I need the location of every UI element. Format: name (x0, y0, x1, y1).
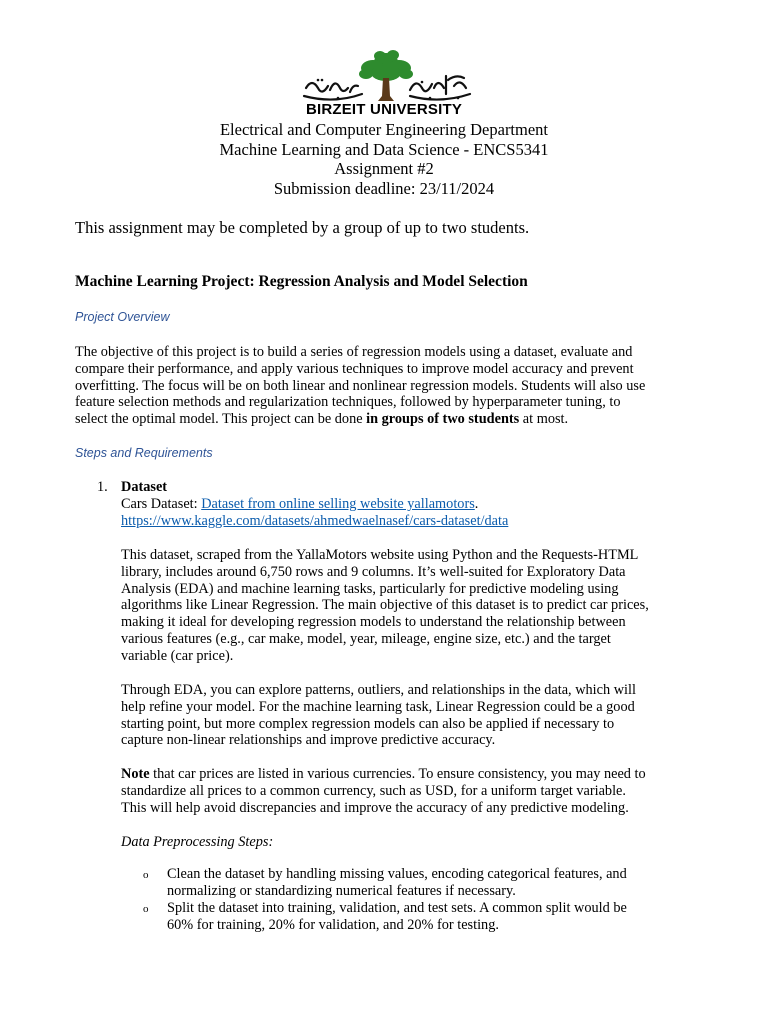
bullet-line: Split the dataset into training, validation, and test sets. A common split would be (167, 900, 627, 916)
description-line: algorithms like Linear Regression. The main objective of this dataset is to predict car prices, (121, 597, 649, 614)
intro-text: This assignment may be completed by a group of up to two students. (75, 218, 530, 237)
course-line: Machine Learning and Data Science - ENCS5341 (219, 139, 549, 159)
overview-last-bold: in groups of two students (366, 411, 520, 428)
description-line: various features (e.g., car make, model, year, mileage, engine size, etc.) and the target (121, 630, 611, 647)
project-overview-heading: Project Overview (75, 310, 170, 324)
dataset-description-paragraph (121, 547, 711, 665)
steps-heading: Steps and Requirements (75, 446, 213, 460)
description-line: variable (car price). (121, 647, 234, 664)
overview-line: compare their performance, and apply various techniques to improve model accuracy and prevent (75, 360, 634, 377)
bullet-marker: o (143, 869, 149, 881)
assignment-line: Assignment #2 (334, 159, 434, 178)
dataset-block (121, 479, 711, 529)
description-line: making it ideal for developing regression models to understand the relationship between (121, 614, 626, 631)
overview-last-prefix: select the optimal model. This project can be done (75, 411, 367, 428)
overview-line: overfitting. The focus will be on both linear and nonlinear regression models. Students will also use (75, 377, 646, 394)
eda-line: capture non-linear relationships and improve predictive accuracy. (121, 732, 496, 749)
eda-line: starting point, but more complex regression models can also be applied if necessary to (121, 715, 615, 732)
cars-dataset-line (121, 496, 711, 513)
preprocessing-heading: Data Preprocessing Steps: (121, 834, 274, 850)
dataset-source-link[interactable]: Dataset from online selling website yallamotors (201, 495, 475, 512)
note-paragraph (121, 766, 711, 816)
eda-line: help refine your model. For the machine learning task, Linear Regression could be a good (121, 698, 635, 715)
deadline-line: Submission deadline: 23/11/2024 (273, 178, 495, 198)
kaggle-url-line (121, 513, 711, 530)
note-label: Note (121, 766, 150, 782)
description-line: Analysis (EDA) and machine learning tasks, particularly for predictive modeling using (121, 580, 619, 597)
list-number: 1. (97, 479, 108, 495)
dataset-title-text: Dataset (121, 479, 168, 495)
description-line: This dataset, scraped from the YallaMotors website using Python and the Requests-HTML (121, 547, 639, 563)
preprocessing-bullet-2 (167, 900, 707, 934)
overview-last-line (75, 411, 703, 428)
eda-line: Through EDA, you can explore patterns, outliers, and relationships in the data, which will (121, 682, 636, 698)
project-title: Machine Learning Project: Regression Analysis and Model Selection (75, 273, 528, 290)
note-first-rest: that car prices are listed in various currencies. To ensure consistency, you may need to (149, 766, 646, 782)
kaggle-url-link[interactable]: https://www.kaggle.com/datasets/ahmedwaelnasef/cars-dataset/data (121, 512, 509, 529)
cars-label: Cars Dataset: (121, 495, 202, 512)
header-lines (0, 120, 768, 198)
bullet-marker: o (143, 903, 149, 915)
department-line: Electrical and Computer Engineering Department (219, 120, 549, 139)
tree-logo-icon (298, 46, 474, 106)
note-line: standardize all prices to a common currency, such as USD, for a uniform target variable. (121, 782, 626, 799)
eda-paragraph (121, 682, 711, 749)
note-line: This will help avoid discrepancies and improve the accuracy of any predictive modeling. (121, 799, 629, 816)
description-line: library, includes around 6,750 rows and 9 columns. It’s well-suited for Exploratory Data (121, 563, 626, 580)
overview-line: feature selection methods and regularization techniques, followed by hyperparameter tuning, to (75, 394, 621, 411)
preprocessing-bullet-1 (167, 866, 707, 900)
overview-last-suffix: at most. (519, 411, 569, 428)
overview-line: The objective of this project is to build a series of regression models using a dataset, evaluate and (75, 344, 633, 360)
note-first-line (121, 766, 711, 783)
dataset-title (121, 479, 711, 496)
cars-link-suffix: . (474, 495, 479, 512)
overview-paragraph (75, 344, 703, 428)
bullet-line: 60% for training, 20% for validation, and 20% for testing. (167, 916, 499, 933)
bullet-line: Clean the dataset by handling missing values, encoding categorical features, and (167, 866, 627, 882)
bullet-line: normalizing or standardizing numerical features if necessary. (167, 882, 516, 899)
university-name: BIRZEIT UNIVERSITY (305, 101, 463, 118)
